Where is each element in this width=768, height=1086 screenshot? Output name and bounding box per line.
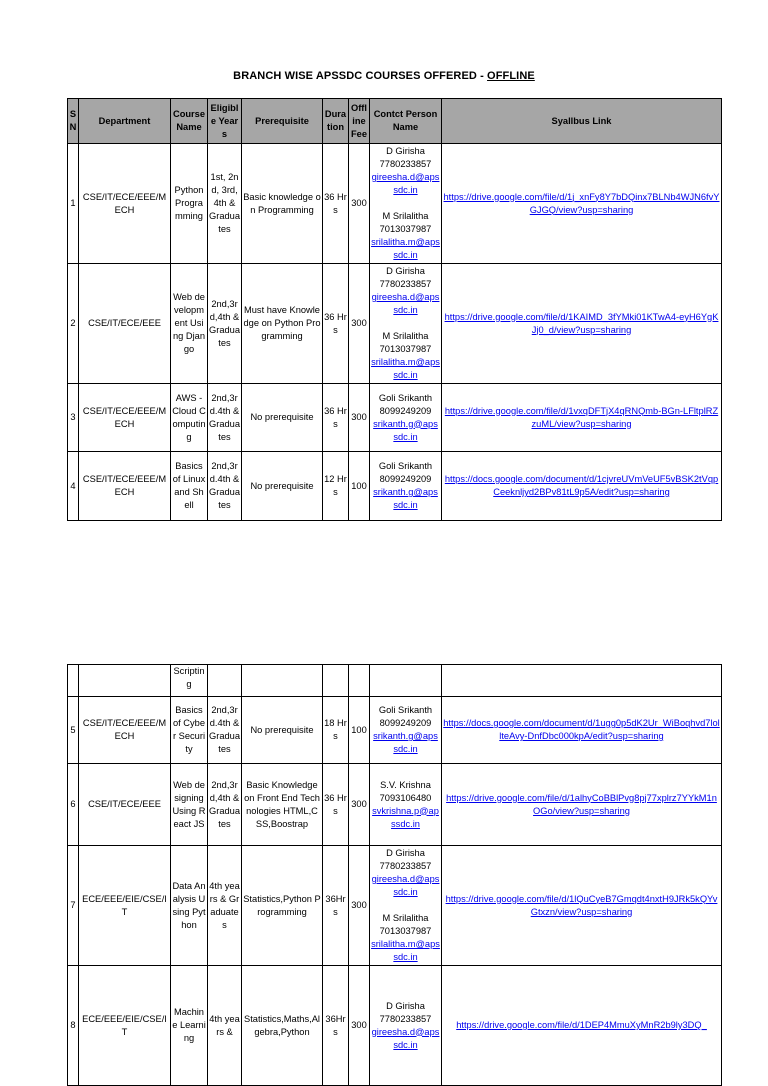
contact-email-link[interactable]: srikanth.g@apssdc.in [373, 418, 438, 442]
duration-cell: 36 Hrs [323, 144, 349, 264]
contact-phone: 7013037987 [379, 224, 432, 234]
eligible-years-cell: 4th years & [208, 966, 242, 1086]
duration-cell: 36Hrs [323, 966, 349, 1086]
eligible-years-cell: 2nd,3rd.4th & Graduates [208, 452, 242, 521]
syllabus-cell [442, 764, 722, 846]
contact-name: Goli Srikanth [378, 392, 433, 403]
syllabus-cell [442, 452, 722, 521]
contact-phone: 8099249209 [379, 474, 432, 484]
sn-cell: 4 [68, 452, 79, 521]
contact-email-link[interactable]: svkrishna.p@apssdc.in [372, 805, 439, 829]
syllabus-link[interactable]: https://drive.google.com/file/d/1KAIMD_3fYMki01KTwA4-eyH6YgKJj0_d/view?usp=sharing [444, 311, 719, 335]
syllabus-link[interactable]: https://drive.google.com/file/d/1alhyCoBBlPvg8pj77xplrz7YYkM1nOGo/view?usp=sharing [446, 792, 717, 816]
contact-block [371, 779, 440, 831]
department-cell: CSE/IT/ECE/EEE/MECH [79, 384, 171, 452]
header-offline-fee: Offline Fee [349, 99, 370, 144]
contact-cell [370, 384, 442, 452]
syllabus-link[interactable]: https://docs.google.com/document/d/1ugg0p5dK2Ur_WiBoqhvd7lollteAvy-DnfDbc000kpA/edit?usp=sharing [443, 718, 720, 741]
contact-cell [370, 966, 442, 1086]
syllabus-cell [442, 846, 722, 966]
continued-cell [370, 665, 442, 697]
table-row [68, 764, 722, 846]
contact-phone: 7780233857 [379, 279, 432, 289]
course-name-cell: AWS - Cloud Computing [171, 384, 208, 452]
table-row [68, 966, 722, 1086]
table-row [68, 697, 722, 764]
syllabus-link[interactable]: https://drive.google.com/file/d/1j_xnFy8Y7bDQinx7BLNb4WJN6fvYGJGQ/view?usp=sharing [443, 191, 720, 215]
continued-cell [242, 665, 323, 697]
prerequisite-cell: Statistics,Maths,Algebra,Python [242, 966, 323, 1086]
eligible-years-cell: 2nd,3rd.4th & Graduates [208, 697, 242, 764]
continued-row [68, 665, 722, 697]
syllabus-link[interactable]: https://drive.google.com/file/d/1DEP4MmuXyMnR2b9ly3DQ_ [456, 1020, 707, 1030]
fee-cell: 300 [349, 764, 370, 846]
contact-block [371, 847, 440, 899]
eligible-years-cell: 2nd,3rd,4th & Graduates [208, 264, 242, 384]
department-cell: ECE/EEE/EIE/CSE/IT [79, 966, 171, 1086]
department-cell: CSE/IT/ECE/EEE/MECH [79, 144, 171, 264]
contact-email-link[interactable]: gireesha.d@apssdc.in [371, 172, 440, 195]
eligible-years-cell: 2nd,3rd,4th & Graduates [208, 764, 242, 846]
header-row [68, 99, 722, 144]
course-name-cell: Web designing Using React JS [171, 764, 208, 846]
sn-cell: 6 [68, 764, 79, 846]
contact-email-link[interactable]: srilalitha.m@apssdc.in [371, 237, 440, 260]
contact-phone: 7093106480 [379, 792, 432, 803]
contact-name: D Girisha [386, 1000, 425, 1011]
contact-email-link[interactable]: srilalitha.m@apssdc.in [371, 939, 440, 962]
contact-phone: 7780233857 [379, 159, 432, 169]
contact-phone: 8099249209 [379, 405, 432, 416]
syllabus-cell [442, 144, 722, 264]
contact-name: M Srilalitha [382, 913, 429, 923]
sn-cell: 5 [68, 697, 79, 764]
duration-cell: 18 Hrs [323, 697, 349, 764]
prerequisite-cell: No prerequisite [242, 452, 323, 521]
contact-phone: 8099249209 [379, 718, 432, 728]
fee-cell: 300 [349, 144, 370, 264]
department-cell: ECE/EEE/EIE/CSE/IT [79, 846, 171, 966]
contact-block [371, 330, 440, 382]
title-main: BRANCH WISE APSSDC COURSES OFFERED - [233, 70, 488, 82]
prerequisite-cell: Must have Knowledge on Python Programming [242, 264, 323, 384]
contact-email-link[interactable]: gireesha.d@apssdc.in [371, 874, 440, 897]
table-body-2 [68, 665, 722, 1086]
contact-name: Goli Srikanth [378, 461, 433, 471]
contact-block [371, 145, 440, 197]
contact-cell [370, 144, 442, 264]
contact-block [371, 1000, 440, 1052]
header-syllabus-link: Syallbus Link [442, 99, 722, 144]
contact-cell [370, 764, 442, 846]
page-title [0, 70, 768, 82]
contact-phone: 7013037987 [379, 344, 432, 354]
header-eligible-years: Eligible Years [208, 99, 242, 144]
header-prerequisite: Prerequisite [242, 99, 323, 144]
continued-cell [442, 665, 722, 697]
duration-cell: 12 Hrs [323, 452, 349, 521]
fee-cell: 300 [349, 384, 370, 452]
prerequisite-cell: Statistics,Python Programming [242, 846, 323, 966]
syllabus-link[interactable]: https://docs.google.com/document/d/1cjvreUVmVeUF5vBSK2tVqpCeeknljyd2BPv81tL9p5A/edit?usp=sharing [444, 474, 719, 497]
fee-cell: 300 [349, 846, 370, 966]
contact-email-link[interactable]: gireesha.d@apssdc.in [371, 1026, 440, 1050]
sn-cell: 7 [68, 846, 79, 966]
contact-name: M Srilalitha [382, 331, 429, 341]
prerequisite-cell: No prerequisite [242, 384, 323, 452]
contact-spacer [371, 899, 440, 912]
contact-name: Goli Srikanth [378, 705, 433, 715]
duration-cell: 36 Hrs [323, 764, 349, 846]
course-name-cell: Basics of Cyber Security [171, 697, 208, 764]
eligible-years-cell: 1st, 2nd, 3rd, 4th & Graduates [208, 144, 242, 264]
contact-email-link[interactable]: srikanth.g@apssdc.in [373, 487, 438, 510]
contact-phone: 7780233857 [379, 1013, 432, 1024]
course-name-cell: Data Analysis Using Python [171, 846, 208, 966]
continued-cell [79, 665, 171, 697]
sn-cell: 8 [68, 966, 79, 1086]
contact-spacer [371, 317, 440, 330]
header-course-name: Course Name [171, 99, 208, 144]
contact-block [371, 912, 440, 964]
course-name-cell: Machine Learning [171, 966, 208, 1086]
fee-cell: 300 [349, 264, 370, 384]
duration-cell: 36 Hrs [323, 384, 349, 452]
header-contact-person: Contct Person Name [370, 99, 442, 144]
duration-cell: 36 Hrs [323, 264, 349, 384]
contact-name: D Girisha [386, 848, 425, 858]
contact-phone: 7013037987 [379, 926, 432, 936]
prerequisite-cell: Basic knowledge on Programming [242, 144, 323, 264]
table-row [68, 264, 722, 384]
title-offline: OFFLINE [487, 70, 535, 82]
contact-name: S.V. Krishna [380, 779, 431, 790]
table-row [68, 384, 722, 452]
fee-cell: 100 [349, 697, 370, 764]
contact-block [371, 210, 440, 262]
contact-cell [370, 452, 442, 521]
contact-name: D Girisha [386, 266, 425, 276]
courses-table-part-1 [67, 98, 722, 521]
syllabus-cell [442, 264, 722, 384]
department-cell: CSE/IT/ECE/EEE [79, 264, 171, 384]
contact-name: D Girisha [386, 146, 425, 156]
department-cell: CSE/IT/ECE/EEE/MECH [79, 697, 171, 764]
department-cell: CSE/IT/ECE/EEE [79, 764, 171, 846]
course-name-cell: Web development Using Django [171, 264, 208, 384]
header-duration: Duration [323, 99, 349, 144]
eligible-years-cell: 4th years & Graduates [208, 846, 242, 966]
continued-cell [349, 665, 370, 697]
table-body-1 [68, 144, 722, 521]
fee-cell: 300 [349, 966, 370, 1086]
contact-email-link[interactable]: srikanth.g@apssdc.in [373, 731, 438, 754]
contact-cell [370, 264, 442, 384]
table-row [68, 846, 722, 966]
continued-course-text: Scripting [171, 665, 208, 697]
course-name-cell: Basics of Linux and Shell [171, 452, 208, 521]
prerequisite-cell: Basic Knowledge on Front End Technologies HTML,CSS,Boostrap [242, 764, 323, 846]
contact-block [371, 265, 440, 317]
header-department: Department [79, 99, 171, 144]
eligible-years-cell: 2nd,3rd.4th & Graduates [208, 384, 242, 452]
contact-cell [370, 846, 442, 966]
prerequisite-cell: No prerequisite [242, 697, 323, 764]
continued-cell [323, 665, 349, 697]
department-cell: CSE/IT/ECE/EEE/MECH [79, 452, 171, 521]
duration-cell: 36Hrs [323, 846, 349, 966]
contact-email-link[interactable]: gireesha.d@apssdc.in [371, 292, 440, 315]
syllabus-cell [442, 966, 722, 1086]
courses-table-part-2 [67, 664, 722, 1086]
sn-cell: 1 [68, 144, 79, 264]
contact-phone: 7780233857 [379, 861, 432, 871]
contact-cell [370, 697, 442, 764]
syllabus-cell [442, 384, 722, 452]
contact-block [371, 392, 440, 444]
course-name-cell: Python Programming [171, 144, 208, 264]
contact-block [371, 460, 440, 512]
syllabus-link[interactable]: https://drive.google.com/file/d/1vxqDFTjX4qRNQmb-BGn-LFltplRZzuML/view?usp=sharing [444, 405, 719, 429]
header-sn: S N [68, 99, 79, 144]
contact-spacer [371, 197, 440, 210]
contact-block [371, 704, 440, 756]
sn-cell: 3 [68, 384, 79, 452]
sn-cell: 2 [68, 264, 79, 384]
fee-cell: 100 [349, 452, 370, 521]
continued-cell [68, 665, 79, 697]
table-row [68, 452, 722, 521]
continued-cell [208, 665, 242, 697]
contact-email-link[interactable]: srilalitha.m@apssdc.in [371, 357, 440, 380]
table-row [68, 144, 722, 264]
syllabus-link[interactable]: https://drive.google.com/file/d/1lQuCyeB7Gmqdt4nxtH9JRk5kQYvGtxzn/view?usp=sharing [445, 893, 718, 917]
syllabus-cell [442, 697, 722, 764]
contact-name: M Srilalitha [382, 211, 429, 221]
